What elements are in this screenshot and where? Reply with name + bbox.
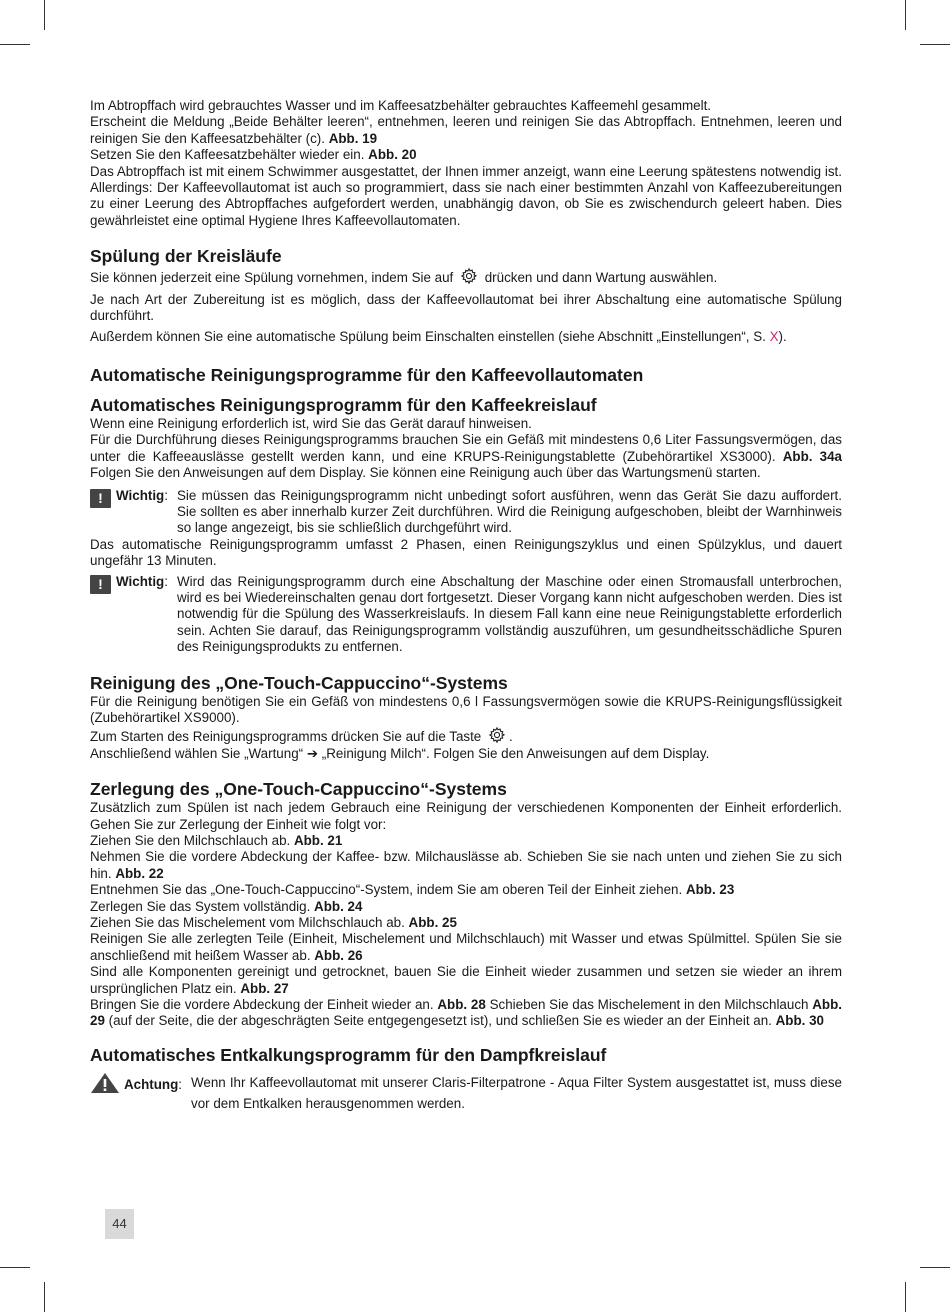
kaffeekreislauf-text: Folgen Sie den Anweisungen auf dem Display. Sie können eine Reinigung auch über das Wartungsmenü starten. xyxy=(90,465,761,481)
step-text: Zerlegen Sie das System vollständig. xyxy=(90,898,315,914)
note-label xyxy=(90,1072,182,1094)
otc-cleaning-text: Anschließend wählen Sie „Wartung“ xyxy=(90,745,307,761)
crop-mark xyxy=(44,0,45,30)
spuelung-text: Sie können jederzeit eine Spülung vornehmen, indem Sie auf xyxy=(90,270,457,286)
page-number: 44 xyxy=(105,1209,134,1239)
arrow-right-icon: ➔ xyxy=(306,745,319,761)
intro-text: Setzen Sie den Kaffeesatzbehälter wieder ein. xyxy=(90,147,369,163)
spuelung-paragraph: Je nach Art der Zubereitung ist es möglich, dass der Kaffeevollautomat bei ihrer Abschaltung eine automatische Spülung durchführt. xyxy=(90,291,842,324)
spuelung-paragraph xyxy=(90,267,842,286)
step-text: Bringen Sie die vordere Abdeckung der Einheit wieder an. xyxy=(90,997,438,1013)
step-text: Reinigen Sie alle zerlegten Teile (Einheit, Mischelement und Milchschlauch) mit Wasser und etwas Spülmittel. Spülen Sie sie anschließend mit heißem Wasser ab. xyxy=(90,931,842,963)
step-text: Schieben Sie das Mischelement in den Milchschlauch xyxy=(485,997,813,1013)
crop-mark xyxy=(920,1267,950,1268)
figure-ref: Abb. 27 xyxy=(240,980,289,996)
disassembly-paragraph: Zusätzlich zum Spülen ist nach jedem Gebrauch eine Reinigung der verschiedenen Komponenten der Einheit erforderlich. Gehen Sie zur Zerlegung der Einheit wie folgt vor: xyxy=(90,800,842,832)
step-text: Sind alle Komponenten gereinigt und getrocknet, bauen Sie die Einheit wieder zusammen und setzen sie wieder an ihrem ursprünglichen Platz ein. xyxy=(90,964,842,996)
gear-icon xyxy=(459,267,479,285)
intro-paragraph xyxy=(90,147,842,163)
warning-note xyxy=(90,1072,842,1114)
otc-cleaning-text: „Reinigung Milch“. Folgen Sie den Anweisungen auf dem Display. xyxy=(318,745,710,761)
note-label-text: Achtung xyxy=(124,1076,179,1092)
crop-mark xyxy=(905,1282,906,1312)
section-heading-spuelung: Spülung der Kreisläufe xyxy=(90,246,282,267)
note-colon: : xyxy=(178,1076,183,1092)
step-text: (auf der Seite, die der abgeschrägten Seite entgegengesetzt ist), und schließen Sie es wieder an der Einheit an. xyxy=(104,1013,776,1029)
figure-ref: Abb. 22 xyxy=(115,865,164,881)
kaffeekreislauf-text: Für die Durchführung dieses Reinigungsprogramms brauchen Sie ein Gefäß mit mindestens 0,6 Liter Fassungsvermögen, das unter die Kaffeeauslässe gestellt werden kann, und eine KRUPS-Reinigungstablette (Zubehörartikel XS3000). xyxy=(90,432,842,464)
note-text: Sie müssen das Reinigungsprogramm nicht unbedingt sofort ausführen, wenn das Gerät Sie dazu auffordert. Sie sollten es aber innerhalb kurzer Zeit durchführen. Wird die Reinigung aufgeschoben, bleibt der Warnhinweis so lange angezeigt, bis sie schließlich durchgeführt wird. xyxy=(177,487,842,536)
kaffeekreislauf-paragraph xyxy=(90,432,842,481)
crop-mark xyxy=(905,0,906,30)
note-label xyxy=(90,574,168,594)
step-text: Entnehmen Sie das „One-Touch-Cappuccino“-System, indem Sie am oberen Teil der Einheit ziehen. xyxy=(90,882,686,898)
exclamation-icon: ! xyxy=(90,489,111,508)
section-heading-otc-disassembly: Zerlegung des „One-Touch-Cappuccino“-Systems xyxy=(90,779,507,800)
step-text: Ziehen Sie den Milchschlauch ab. xyxy=(90,833,294,848)
note-colon: : xyxy=(164,487,168,503)
disassembly-step xyxy=(90,899,842,915)
figure-ref: Abb. 28 xyxy=(437,997,486,1013)
step-text: Nehmen Sie die vordere Abdeckung der Kaffee- bzw. Milchauslässe ab. Schieben Sie sie nach unten und ziehen Sie zu sich hin. xyxy=(90,849,842,881)
disassembly-step xyxy=(90,931,842,964)
note-colon: : xyxy=(164,573,168,589)
intro-paragraph: Im Abtropffach wird gebrauchtes Wasser und im Kaffeesatzbehälter gebrauchtes Kaffeemehl gesammelt. xyxy=(90,98,712,113)
warning-text: Wenn Ihr Kaffeevollautomat mit unserer Claris-Filterpatrone - Aqua Filter System ausgestattet ist, muss diese vor dem Entkalken herausgenommen werden. xyxy=(191,1074,842,1111)
gear-icon xyxy=(487,726,507,744)
kaffeekreislauf-paragraph: Wenn eine Reinigung erforderlich ist, wird Sie das Gerät darauf hinweisen. xyxy=(90,415,532,431)
crop-mark xyxy=(0,44,30,45)
disassembly-step xyxy=(90,964,842,997)
disassembly-step xyxy=(90,915,842,931)
note-label xyxy=(90,488,168,508)
intro-paragraph: Das Abtropffach ist mit einem Schwimmer ausgestattet, der Ihnen immer anzeigt, wann eine Leerung spätestens notwendig ist. Allerdings: Der Kaffeevollautomat ist auch so programmiert, dass sie nach einer bestimmten Anzahl von Kaffeezubereitungen zu einer Leerung des Abtropffaches aufgefordert werden, unabhängig davon, ob Sie es zwischendurch geleert haben. Dies gewährleistet eine optimal Hygiene Ihres Kaffeevollautomaten. xyxy=(90,163,842,228)
figure-ref: Abb. 19 xyxy=(328,130,378,146)
section-heading-otc-cleaning: Reinigung des „One-Touch-Cappuccino“-Systems xyxy=(90,672,508,693)
otc-cleaning-paragraph xyxy=(90,746,842,762)
figure-ref: Abb. 29 xyxy=(90,997,842,1029)
disassembly-step xyxy=(90,997,842,1030)
otc-cleaning-text: Zum Starten des Reinigungsprogramms drücken Sie auf die Taste xyxy=(90,729,485,745)
section-heading-kaffeekreislauf: Automatisches Reinigungsprogramm für den Kaffeekreislauf xyxy=(90,394,597,415)
otc-cleaning-text: . xyxy=(508,729,513,745)
spuelung-text: drücken und dann Wartung auswählen. xyxy=(481,270,718,286)
note-text: Wird das Reinigungsprogramm durch eine Abschaltung der Maschine oder einen Stromausfall unterbrochen, wird es bei Wiedereinschalten genau dort fortgesetzt. Dieser Vorgang kann nicht aufgeschoben werden. Dies ist notwendig für die Spülung des Wasserkreislaufs. In diesem Fall kann eine neue Reinigungstablette erforderlich sein. Achten Sie darauf, das Reinigungsprogramm vollständig auszuführen, um gesundheitsschädliche Spuren des Reinigungsprodukts zu entfernen. xyxy=(177,573,842,655)
spuelung-text: Außerdem können Sie eine automatische Spülung beim Einschalten einstellen (siehe Abschnitt „Einstellungen“, S. xyxy=(90,329,770,345)
figure-ref: Abb. 30 xyxy=(775,1013,824,1029)
figure-ref: Abb. 21 xyxy=(293,833,343,848)
figure-ref: Abb. 23 xyxy=(685,882,735,898)
figure-ref: Abb. 20 xyxy=(368,147,417,163)
intro-paragraph xyxy=(90,114,842,147)
otc-cleaning-paragraph: Für die Reinigung benötigen Sie ein Gefäß von mindestens 0,6 l Fassungsvermögen sowie die KRUPS-Reinigungsflüssigkeit (Zubehörartikel XS9000). xyxy=(90,693,842,725)
intro-text: Erscheint die Meldung „Beide Behälter leeren“, entnehmen, leeren und reinigen Sie das Abtropffach. Entnehmen, leeren und reinigen Sie den Kaffeesatzbehälter (c). xyxy=(90,114,842,146)
note-label-text: Wichtig xyxy=(116,487,165,503)
disassembly-step xyxy=(90,882,842,898)
crop-mark xyxy=(920,44,950,45)
exclamation-icon: ! xyxy=(90,575,111,594)
figure-ref: Abb. 24 xyxy=(314,898,363,914)
disassembly-step xyxy=(90,833,842,849)
warning-triangle-icon xyxy=(90,1072,120,1094)
page-cross-reference: X xyxy=(769,329,779,345)
figure-ref: Abb. 25 xyxy=(408,915,457,931)
figure-ref: Abb. 34a xyxy=(782,448,842,464)
step-text: Ziehen Sie das Mischelement vom Milchschlauch ab. xyxy=(90,915,409,931)
spuelung-text: ). xyxy=(778,329,787,345)
important-note xyxy=(90,488,842,537)
important-note xyxy=(90,574,842,656)
otc-cleaning-paragraph xyxy=(90,726,842,745)
section-heading-descaling: Automatisches Entkalkungsprogramm für den Dampfkreislauf xyxy=(90,1044,607,1065)
figure-ref: Abb. 26 xyxy=(314,947,363,963)
kaffeekreislauf-paragraph: Das automatische Reinigungsprogramm umfasst 2 Phasen, einen Reinigungszyklus und einen Spülzyklus, und dauert ungefähr 13 Minuten. xyxy=(90,536,842,569)
spuelung-paragraph xyxy=(90,329,842,345)
section-heading-auto-programs: Automatische Reinigungsprogramme für den Kaffeevollautomaten xyxy=(90,364,644,385)
page-content xyxy=(90,98,842,1114)
disassembly-step xyxy=(90,849,842,882)
crop-mark xyxy=(0,1267,30,1268)
crop-mark xyxy=(44,1282,45,1312)
note-label-text: Wichtig xyxy=(116,573,165,589)
